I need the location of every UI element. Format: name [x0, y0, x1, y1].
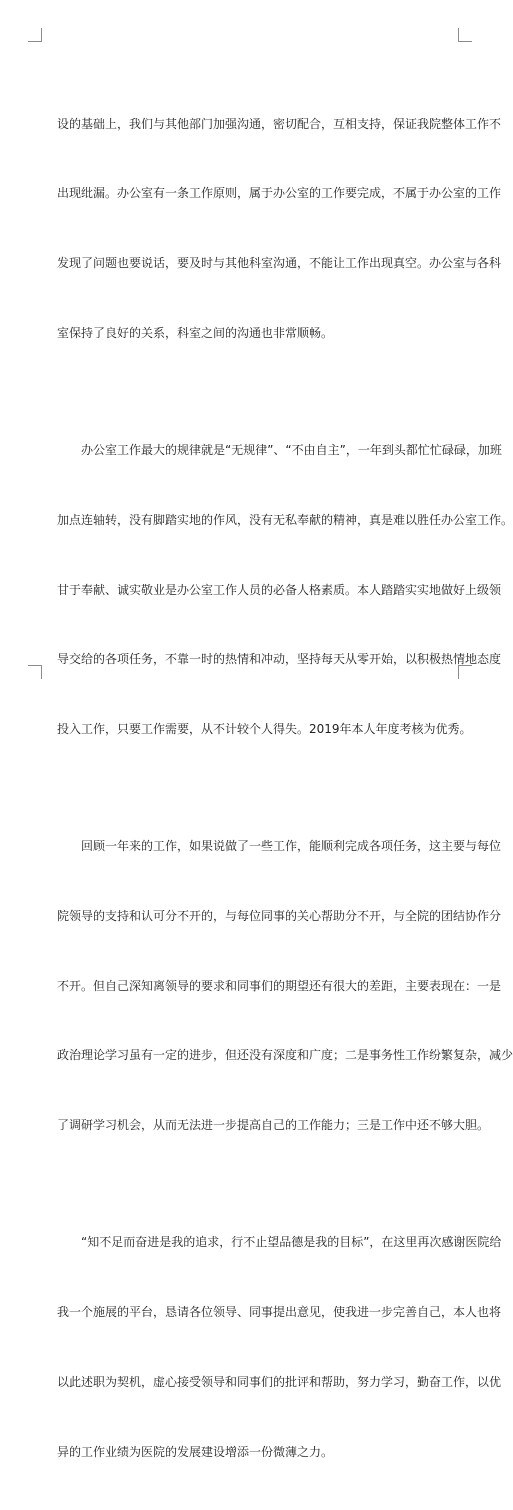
- paragraph-3-line-1: 回顾一年来的工作，如果说做了一些工作，能顺利完成各项任务，这主要与每位: [57, 838, 502, 853]
- paragraph-3-line-4: 政治理论学习虽有一定的进步，但还没有深度和广度；二是事务性工作纷繁复杂，减少: [57, 1048, 513, 1063]
- paragraph-1: [57, 66, 502, 392]
- paragraph-3-line-2: 院领导的支持和认可分不开的，与每位同事的关心帮助分不开，与全院的团结协作分: [57, 908, 502, 923]
- crop-mark-top-left-icon: [28, 28, 42, 42]
- paragraph-2-line-5: 投入工作，只要工作需要，从不计较个人得失。2019年本人年度考核为优秀。: [57, 722, 472, 737]
- crop-mark-bottom-left-icon: [28, 665, 42, 679]
- paragraph-1-line-2: 出现纰漏。办公室有一条工作原则，属于办公室的工作要完成，不属于办公室的工作: [57, 186, 502, 201]
- crop-mark-top-right-icon: [458, 28, 472, 42]
- paragraph-3-line-3: 不开。但自己深知离领导的要求和同事们的期望还有很大的差距，主要表现在：一是: [57, 978, 502, 993]
- paragraph-2-line-3: 甘于奉献、诚实敬业是办公室工作人员的必备人格素质。本人踏踏实实地做好上级领: [57, 582, 502, 597]
- paragraph-3-line-5: 了调研学习机会，从而无法进一步提高自己的工作能力；三是工作中还不够大胆。: [57, 1118, 490, 1133]
- paragraph-2: [57, 392, 513, 788]
- paragraph-3: [57, 788, 513, 1184]
- paragraph-1-line-4: 室保持了良好的关系，科室之间的沟通也非常顺畅。: [57, 326, 334, 341]
- paragraph-4-line-3: 以此述职为契机，虚心接受领导和同事们的批评和帮助，努力学习，勤奋工作，以优: [57, 1374, 502, 1389]
- paragraph-2-line-1: 办公室工作最大的规律就是“无规律”、“不由自主”，一年到头都忙忙碌碌，加班: [57, 442, 502, 457]
- document-body: [57, 66, 513, 1510]
- paragraph-1-line-3: 发现了问题也要说话，要及时与其他科室沟通，不能让工作出现真空。办公室与各科: [57, 256, 502, 271]
- paragraph-1-line-1: 设的基础上，我们与其他部门加强沟通，密切配合，互相支持，保证我院整体工作不: [57, 116, 502, 131]
- paragraph-4-line-1: “知不足而奋进是我的追求，行不止望品德是我的目标”，在这里再次感谢医院给: [57, 1234, 502, 1249]
- paragraph-4-line-2: 我一个施展的平台，恳请各位领导、同事提出意见，使我进一步完善自己，本人也将: [57, 1304, 502, 1319]
- crop-mark-bottom-right-icon: [458, 665, 472, 679]
- paragraph-4: [57, 1184, 502, 1510]
- paragraph-2-line-2: 加点连轴转，没有脚踏实地的作风，没有无私奉献的精神，真是难以胜任办公室工作。: [57, 512, 513, 527]
- paragraph-4-line-4: 异的工作业绩为医院的发展建设增添一份微薄之力。: [57, 1444, 334, 1459]
- paragraph-2-line-4: 导交给的各项任务，不靠一时的热情和冲动，坚持每天从零开始，以积极热情地态度: [57, 652, 502, 667]
